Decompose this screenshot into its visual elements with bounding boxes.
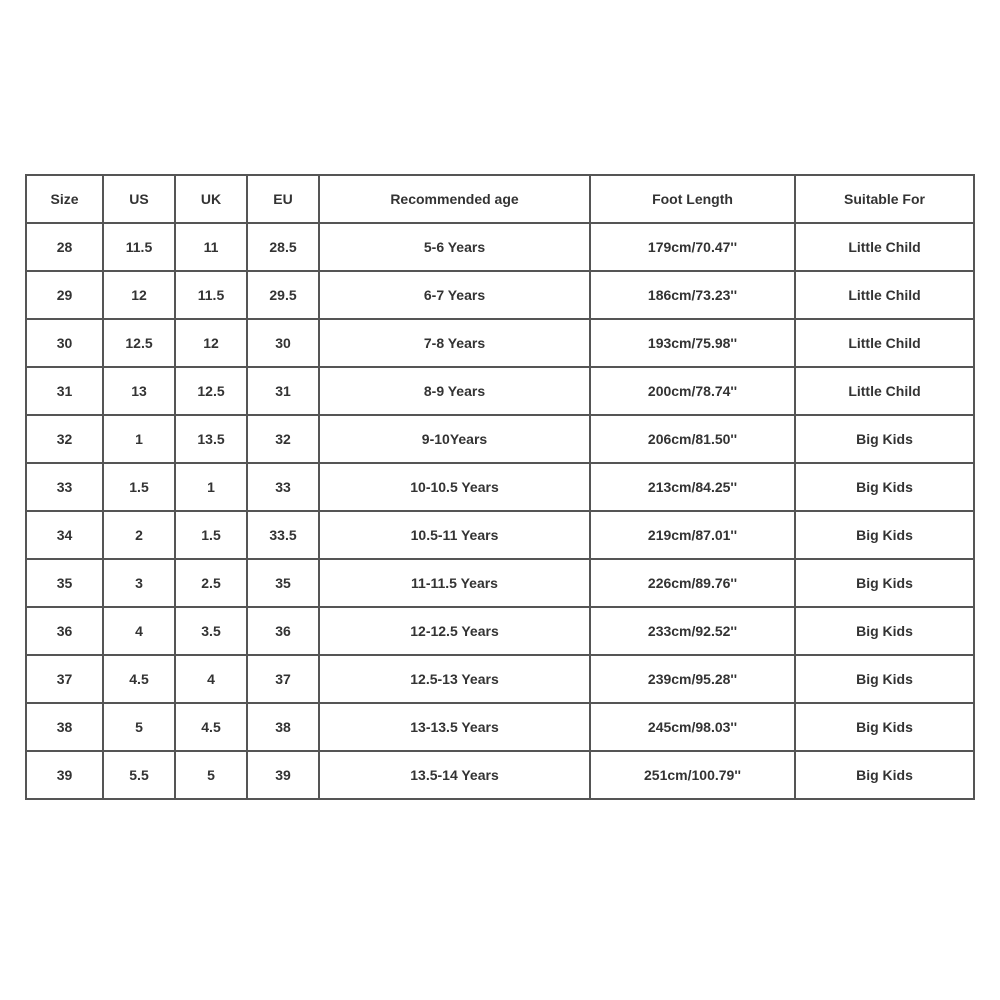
cell-us: 1: [103, 415, 175, 463]
cell-foot-length: 251cm/100.79'': [590, 751, 795, 799]
cell-foot-length: 245cm/98.03'': [590, 703, 795, 751]
cell-size: 33: [26, 463, 103, 511]
cell-foot-length: 233cm/92.52'': [590, 607, 795, 655]
cell-eu: 38: [247, 703, 319, 751]
cell-recommended-age: 8-9 Years: [319, 367, 590, 415]
cell-foot-length: 219cm/87.01'': [590, 511, 795, 559]
table-body: [26, 223, 974, 799]
cell-foot-length: 206cm/81.50'': [590, 415, 795, 463]
header-us: US: [103, 175, 175, 223]
cell-us: 1.5: [103, 463, 175, 511]
cell-suitable-for: Big Kids: [795, 463, 974, 511]
table-row: [26, 223, 974, 271]
cell-eu: 29.5: [247, 271, 319, 319]
cell-recommended-age: 12.5-13 Years: [319, 655, 590, 703]
cell-recommended-age: 12-12.5 Years: [319, 607, 590, 655]
cell-recommended-age: 7-8 Years: [319, 319, 590, 367]
cell-us: 4: [103, 607, 175, 655]
cell-uk: 3.5: [175, 607, 247, 655]
cell-foot-length: 200cm/78.74'': [590, 367, 795, 415]
table-row: [26, 463, 974, 511]
table-row: [26, 319, 974, 367]
cell-suitable-for: Big Kids: [795, 607, 974, 655]
cell-suitable-for: Big Kids: [795, 655, 974, 703]
table-row: [26, 607, 974, 655]
cell-uk: 4.5: [175, 703, 247, 751]
cell-uk: 12.5: [175, 367, 247, 415]
cell-eu: 35: [247, 559, 319, 607]
cell-suitable-for: Big Kids: [795, 559, 974, 607]
cell-eu: 36: [247, 607, 319, 655]
cell-us: 11.5: [103, 223, 175, 271]
cell-recommended-age: 11-11.5 Years: [319, 559, 590, 607]
table-row: [26, 511, 974, 559]
cell-uk: 11: [175, 223, 247, 271]
cell-recommended-age: 6-7 Years: [319, 271, 590, 319]
table-header-row: [26, 175, 974, 223]
size-chart-table: [25, 174, 975, 800]
cell-eu: 32: [247, 415, 319, 463]
cell-suitable-for: Big Kids: [795, 751, 974, 799]
cell-us: 5: [103, 703, 175, 751]
cell-uk: 11.5: [175, 271, 247, 319]
cell-eu: 33: [247, 463, 319, 511]
cell-recommended-age: 13-13.5 Years: [319, 703, 590, 751]
cell-size: 39: [26, 751, 103, 799]
cell-us: 12: [103, 271, 175, 319]
cell-uk: 4: [175, 655, 247, 703]
cell-suitable-for: Big Kids: [795, 703, 974, 751]
cell-uk: 13.5: [175, 415, 247, 463]
cell-eu: 33.5: [247, 511, 319, 559]
table-row: [26, 367, 974, 415]
table-row: [26, 271, 974, 319]
cell-foot-length: 213cm/84.25'': [590, 463, 795, 511]
header-eu: EU: [247, 175, 319, 223]
table-row: [26, 559, 974, 607]
header-recommended-age: Recommended age: [319, 175, 590, 223]
cell-suitable-for: Little Child: [795, 319, 974, 367]
cell-foot-length: 226cm/89.76'': [590, 559, 795, 607]
cell-suitable-for: Little Child: [795, 223, 974, 271]
cell-us: 3: [103, 559, 175, 607]
cell-size: 29: [26, 271, 103, 319]
cell-us: 2: [103, 511, 175, 559]
cell-eu: 31: [247, 367, 319, 415]
cell-size: 31: [26, 367, 103, 415]
cell-recommended-age: 5-6 Years: [319, 223, 590, 271]
cell-us: 12.5: [103, 319, 175, 367]
cell-size: 30: [26, 319, 103, 367]
cell-uk: 12: [175, 319, 247, 367]
cell-uk: 5: [175, 751, 247, 799]
cell-recommended-age: 13.5-14 Years: [319, 751, 590, 799]
cell-eu: 28.5: [247, 223, 319, 271]
cell-uk: 1.5: [175, 511, 247, 559]
cell-us: 13: [103, 367, 175, 415]
cell-suitable-for: Big Kids: [795, 511, 974, 559]
header-suitable-for: Suitable For: [795, 175, 974, 223]
cell-eu: 37: [247, 655, 319, 703]
cell-eu: 39: [247, 751, 319, 799]
cell-suitable-for: Big Kids: [795, 415, 974, 463]
cell-uk: 1: [175, 463, 247, 511]
cell-uk: 2.5: [175, 559, 247, 607]
cell-foot-length: 186cm/73.23'': [590, 271, 795, 319]
table-row: [26, 751, 974, 799]
cell-size: 38: [26, 703, 103, 751]
cell-size: 35: [26, 559, 103, 607]
cell-size: 34: [26, 511, 103, 559]
cell-recommended-age: 10-10.5 Years: [319, 463, 590, 511]
cell-size: 36: [26, 607, 103, 655]
cell-recommended-age: 9-10Years: [319, 415, 590, 463]
cell-foot-length: 193cm/75.98'': [590, 319, 795, 367]
cell-eu: 30: [247, 319, 319, 367]
table-row: [26, 703, 974, 751]
cell-us: 5.5: [103, 751, 175, 799]
header-size: Size: [26, 175, 103, 223]
cell-recommended-age: 10.5-11 Years: [319, 511, 590, 559]
cell-foot-length: 239cm/95.28'': [590, 655, 795, 703]
cell-suitable-for: Little Child: [795, 271, 974, 319]
cell-us: 4.5: [103, 655, 175, 703]
header-uk: UK: [175, 175, 247, 223]
header-foot-length: Foot Length: [590, 175, 795, 223]
cell-suitable-for: Little Child: [795, 367, 974, 415]
table-row: [26, 655, 974, 703]
cell-size: 37: [26, 655, 103, 703]
cell-size: 28: [26, 223, 103, 271]
table-row: [26, 415, 974, 463]
cell-foot-length: 179cm/70.47'': [590, 223, 795, 271]
cell-size: 32: [26, 415, 103, 463]
